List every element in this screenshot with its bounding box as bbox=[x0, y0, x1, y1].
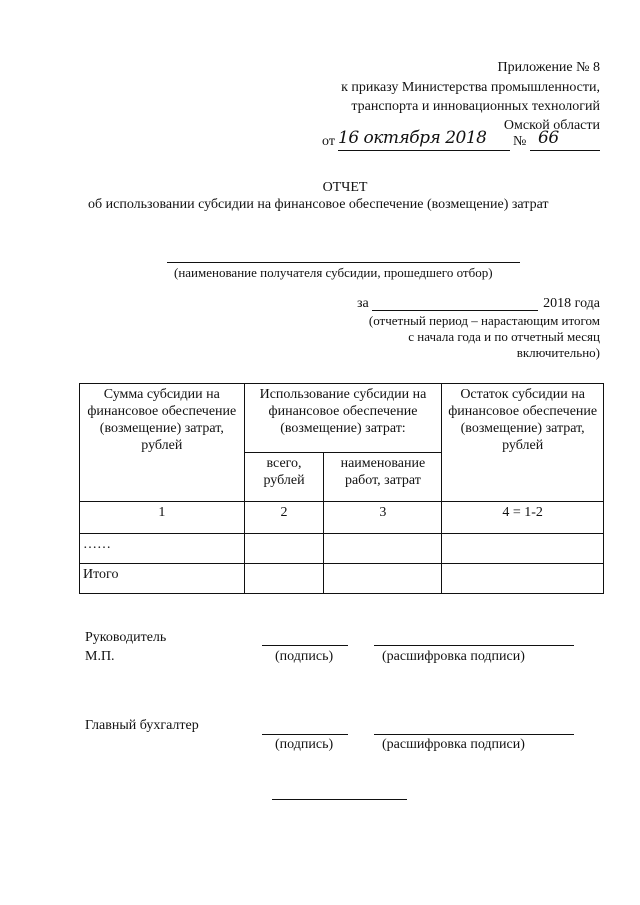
head-signature-caption: (подпись) bbox=[275, 649, 334, 664]
head-decode-caption: (расшифровка подписи) bbox=[382, 649, 525, 664]
accountant-decode-caption: (расшифровка подписи) bbox=[382, 737, 525, 752]
col-number-1: 1 bbox=[80, 502, 245, 534]
table-cell bbox=[244, 564, 324, 594]
table-cell bbox=[442, 564, 604, 594]
appendix-number: Приложение № 8 bbox=[497, 60, 600, 75]
table-cell bbox=[244, 534, 324, 564]
head-decode-line bbox=[374, 645, 574, 646]
stamp-label: М.П. bbox=[85, 649, 115, 664]
col-number-2: 2 bbox=[244, 502, 324, 534]
order-line-1: к приказу Министерства промышленности, bbox=[341, 80, 600, 95]
report-title: ОТЧЕТ bbox=[322, 180, 368, 195]
accountant-decode-line bbox=[374, 734, 574, 735]
row-total: Итого bbox=[80, 564, 245, 594]
recipient-line bbox=[167, 262, 520, 263]
table-cell bbox=[324, 534, 442, 564]
header-usage-works: наименование работ, затрат bbox=[324, 453, 442, 502]
number-prefix: № bbox=[513, 134, 527, 149]
handwritten-number: 66 bbox=[538, 128, 559, 148]
date-prefix: от bbox=[322, 134, 335, 149]
period-note-3: включительно) bbox=[516, 345, 600, 360]
period-year: 2018 года bbox=[543, 296, 600, 311]
handwritten-date: 16 октября 2018 bbox=[338, 128, 487, 148]
head-label: Руководитель bbox=[85, 630, 167, 645]
period-prefix: за bbox=[357, 296, 369, 311]
date-underline bbox=[338, 150, 510, 151]
head-signature-line bbox=[262, 645, 348, 646]
period-line bbox=[372, 310, 538, 311]
bottom-separator bbox=[272, 799, 407, 800]
table-cell bbox=[442, 534, 604, 564]
header-subsidy-balance: Остаток субсидии на финансовое обеспечение (возмещение) затрат, рублей bbox=[442, 384, 604, 502]
order-line-2: транспорта и инновационных технологий bbox=[351, 99, 600, 114]
col-number-3: 3 bbox=[324, 502, 442, 534]
table-cell bbox=[324, 564, 442, 594]
report-subtitle: об использовании субсидии на финансовое обеспечение (возмещение) затрат bbox=[88, 197, 549, 212]
header-usage-total: всего, рублей bbox=[244, 453, 324, 502]
accountant-label: Главный бухгалтер bbox=[85, 718, 199, 733]
order-line-3: Омской области bbox=[503, 118, 600, 133]
period-note-2: с начала года и по отчетный месяц bbox=[408, 329, 600, 344]
accountant-signature-line bbox=[262, 734, 348, 735]
col-number-4: 4 = 1-2 bbox=[442, 502, 604, 534]
recipient-caption: (наименование получателя субсидии, прошедшего отбор) bbox=[174, 265, 493, 280]
report-table bbox=[79, 383, 604, 594]
period-note-1: (отчетный период – нарастающим итогом bbox=[368, 313, 600, 328]
number-underline bbox=[530, 150, 600, 151]
header-subsidy-usage: Использование субсидии на финансовое обеспечение (возмещение) затрат: bbox=[244, 384, 442, 453]
header-subsidy-amount: Сумма субсидии на финансовое обеспечение (возмещение) затрат, рублей bbox=[80, 384, 245, 502]
accountant-signature-caption: (подпись) bbox=[275, 737, 334, 752]
row-dots: …… bbox=[80, 534, 245, 564]
